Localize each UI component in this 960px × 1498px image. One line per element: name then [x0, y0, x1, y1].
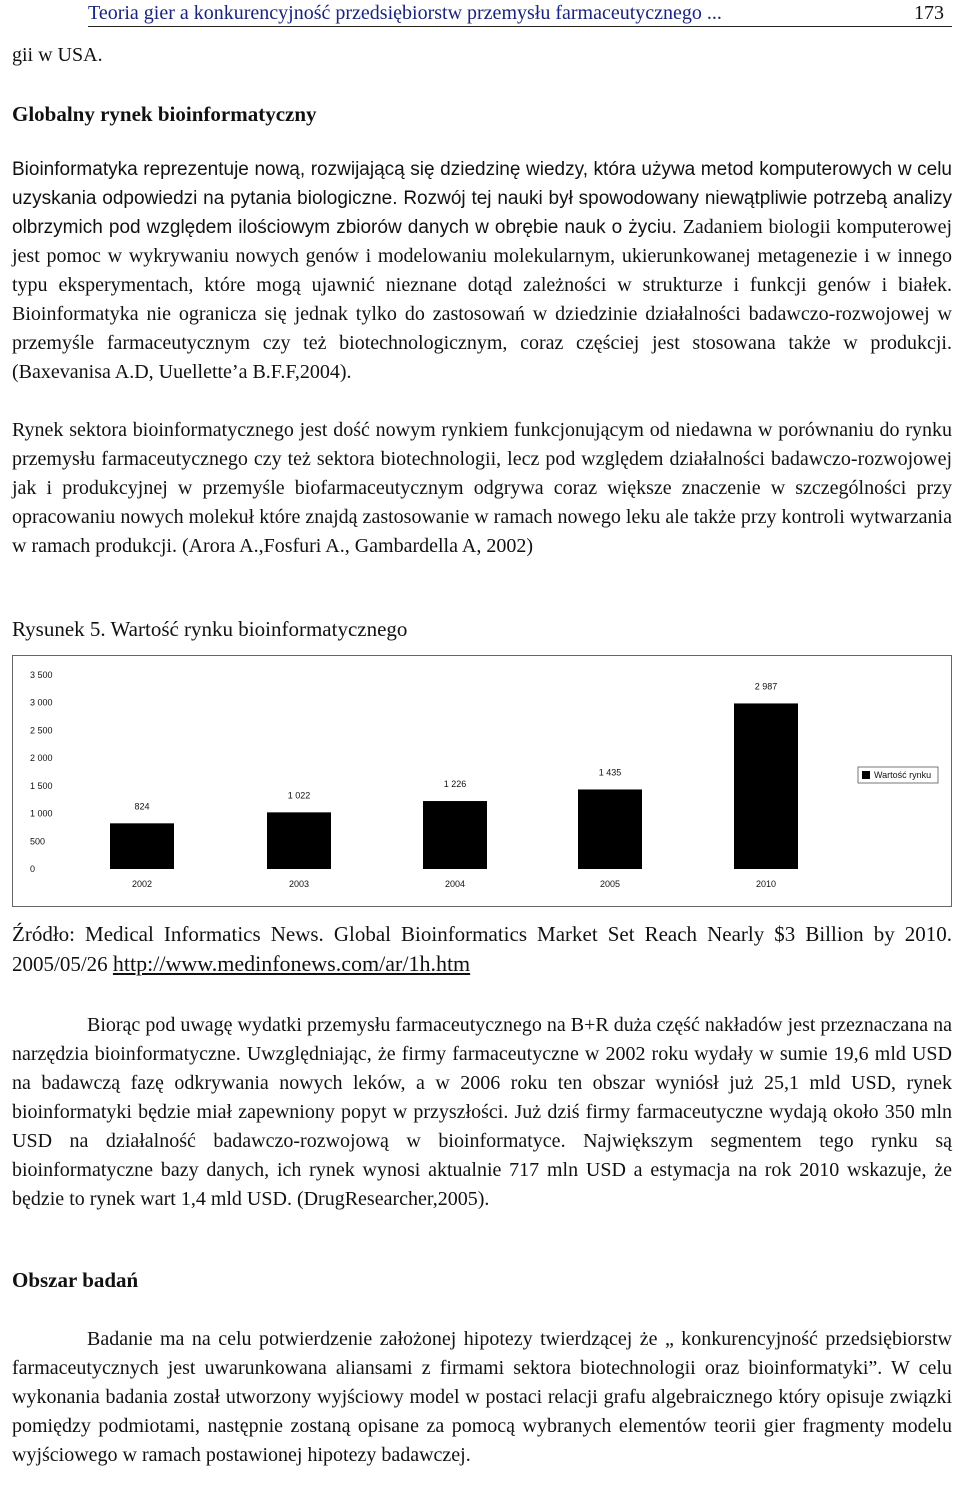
paragraph-research: Badanie ma na celu potwierdzenie założonej hipotezy twierdzącej że „ konkurencyjność przedsiębiorstw farmaceutycznych jest uwarunkowana aliansami z firmami sektora biotechnologii oraz bioinformatyki”. W celu wykonania badania został utworzony wyjściowy model w postaci relacji grafu algebraicznego który opisuje związki pomiędzy podmiotami, następnie zostaną opisane za pomocą wybranych elementów teorii gier fragmenty modelu wyjściowego w ramach postawionej hipotezy badawczej. [12, 1328, 952, 1466]
data-label: 1 022 [287, 790, 311, 801]
y-tick-label: 2 000 [30, 753, 53, 764]
paragraph-intro-sans: Bioinformatyka reprezentuje nową, rozwijającą się dziedzinę wiedzy, która używa metod komputerowych w celu uzyskania odpowiedzi na pytania biologiczne. Rozwój tej nauki był spowodowany niewątpliwie potrzebą analizy olbrzymich pod względem ilościowym zbiorów danych w obrębie nauk o życiu. [12, 159, 952, 238]
legend-swatch [862, 771, 870, 779]
data-label: 2 987 [754, 681, 778, 692]
legend [858, 767, 938, 783]
bar [578, 789, 642, 869]
source-text: Źródło: Medical Informatics News. Global Bioinformatics Market Set Reach Nearly $3 Billion by 2010. 2005/05/26 [12, 922, 952, 976]
bar-chart [12, 655, 952, 907]
y-tick-label: 500 [30, 836, 46, 847]
page-number: 173 [914, 2, 944, 24]
y-tick-label: 2 500 [30, 725, 53, 736]
paragraph-intro [12, 155, 952, 387]
y-tick-label: 1 000 [30, 808, 53, 819]
paragraph-market: Rynek sektora bioinformatycznego jest dość nowym rynkiem funkcjonującym od niedawna w porównaniu do rynku przemysłu farmaceutycznego czy też sektora biotechnologii, lecz pod względem działalności badawczo-rozwojowej jak i produkcyjnej w przemyśle biofarmaceutycznym odgrywa coraz większe znaczenie w szczególności przy opracowaniu nowych molekuł które znajdą zastosowanie w ramach nowego leku ale także przy kontroli wytwarzania w ramach produkcji. (Arora A.,Fosfuri A., Gambardella A, 2002) [12, 419, 952, 557]
source-link[interactable]: http://www.medinfonews.com/ar/1h.htm [112, 951, 471, 976]
x-tick-label: 2002 [131, 879, 153, 889]
figure-caption: Rysunek 5. Wartość rynku bioinformatycznego [12, 617, 408, 641]
running-title: Teoria gier a konkurencyjność przedsiębiorstw przemysłu farmaceutycznego ... [88, 2, 722, 24]
bar [267, 812, 331, 869]
x-tick-label: 2005 [599, 879, 621, 889]
y-tick-label: 0 [30, 864, 36, 874]
y-tick-label: 1 500 [30, 780, 53, 791]
paragraph-intro-serif: Zadaniem biologii komputerowej jest pomoc w wykrywaniu nowych genów i modelowaniu molekularnym, ukierunkowanej metagenezie i w innego typu eksperymentach, które mogą ujawnić nieznane dotąd zależności w strukturze i funkcji genów i białek. Bioinformatyka nie ogranicza się jednak tylko do zastosowań w dziedzinie działalności badawczo-rozwojowej w przemyśle farmaceutycznym czy też biotechnologicznym, coraz częściej jest stosowana także w produkcji.(Baxevanisa A.D, Uuellette’a B.F.F,2004). [12, 216, 953, 383]
data-label: 1 226 [443, 779, 467, 790]
x-tick-label: 2010 [755, 879, 777, 889]
section-heading-market: Globalny rynek bioinformatyczny [12, 102, 317, 126]
text-fragment: gii w USA. [12, 44, 103, 66]
data-label: 824 [134, 801, 150, 812]
legend-label: Wartość rynku [874, 770, 932, 780]
bar [110, 823, 174, 869]
y-tick-label: 3 000 [30, 697, 53, 708]
section-heading-research: Obszar badań [12, 1268, 139, 1292]
bar [423, 801, 487, 869]
bar [734, 703, 798, 869]
y-tick-label: 3 500 [30, 670, 53, 680]
data-label: 1 435 [598, 767, 622, 778]
running-header [88, 0, 952, 27]
x-tick-label: 2004 [444, 879, 466, 889]
chart-svg [12, 655, 952, 907]
figure-source [12, 919, 952, 979]
paragraph-expenditure: Biorąc pod uwagę wydatki przemysłu farmaceutycznego na B+R duża część nakładów jest przeznaczana na narzędzia bioinformatyczne. Uwzględniając, że firmy farmaceutyczne w 2002 roku wydały w sumie 19,6 mld USD na badawczą fazę odkrywania nowych leków, a w 2006 roku ten obszar wyniósł już 25,1 mld USD, rynek bioinformatyki będzie miał zapewniony popyt w przyszłości. Już dziś firmy farmaceutyczne wydają około 350 mln USD na działalność badawczo-rozwojową w bioinformatyce. Największym segmentem tego rynku są bioinformatyczne bazy danych, ich rynek wynosi aktualnie 717 mln USD a estymacja na rok 2010 wskazuje, że będzie to rynek wart 1,4 mld USD. (DrugResearcher,2005). [12, 1014, 952, 1210]
x-tick-label: 2003 [288, 879, 310, 889]
